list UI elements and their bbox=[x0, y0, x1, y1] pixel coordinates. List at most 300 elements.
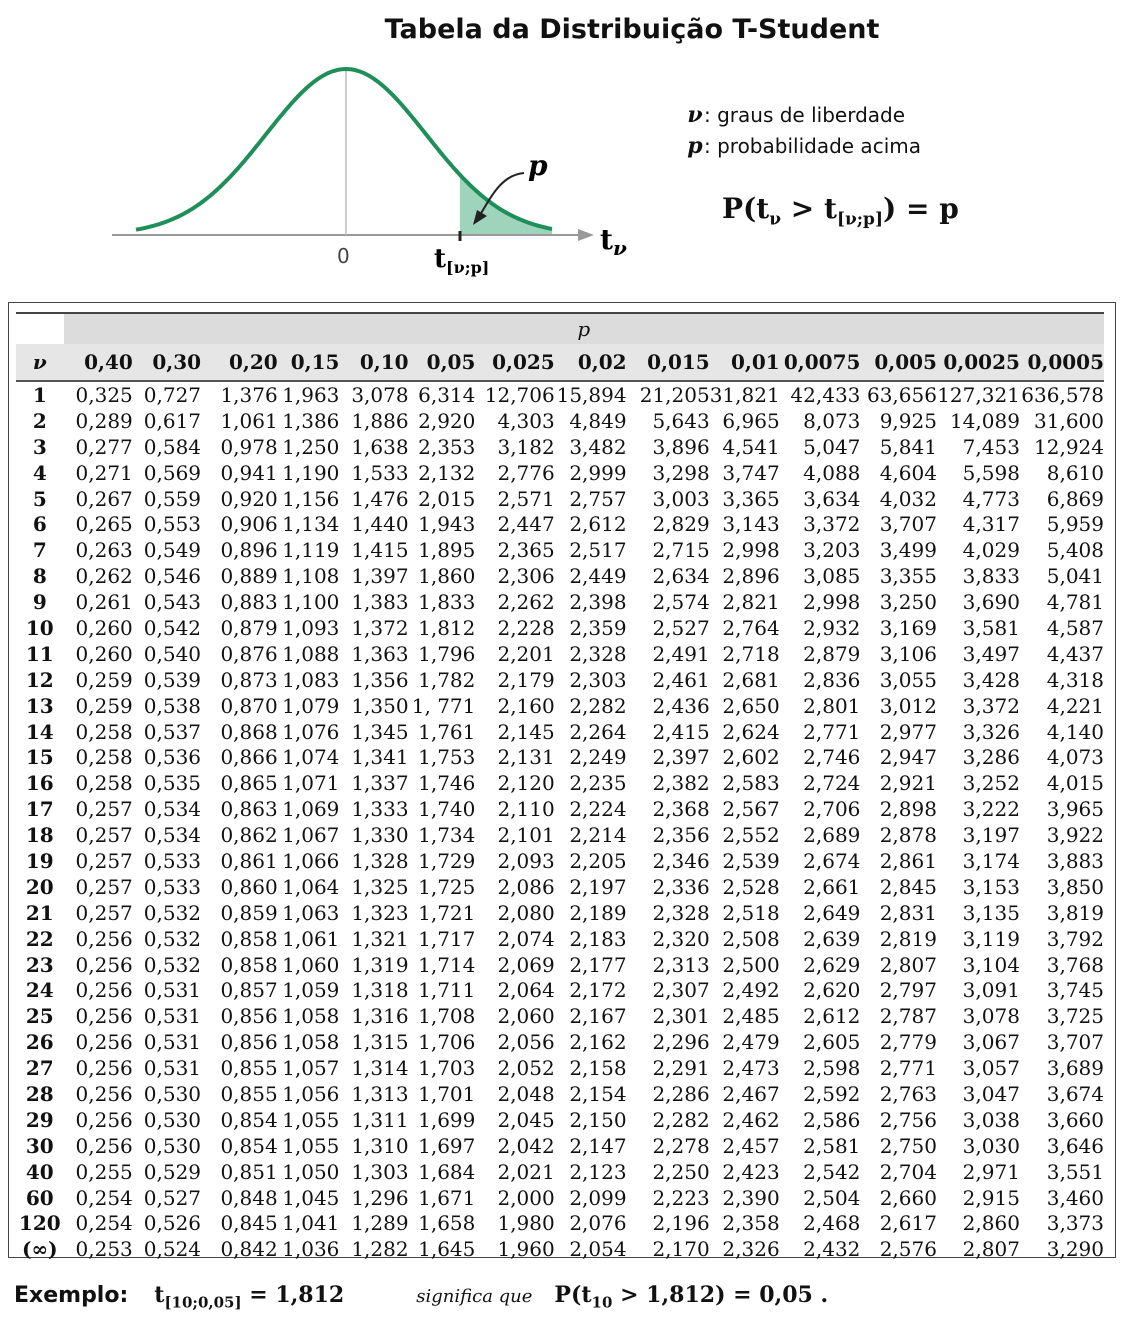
table-cell: 0,536 bbox=[143, 745, 202, 770]
table-cell: 0,256 bbox=[75, 978, 133, 1003]
table-cell: 0,531 bbox=[143, 1056, 202, 1081]
table-cell: 0,257 bbox=[75, 874, 133, 899]
table-cell: 2,056 bbox=[497, 1030, 555, 1055]
table-cell: 2,123 bbox=[569, 1159, 627, 1184]
table-cell: 2,301 bbox=[652, 1004, 710, 1029]
table-cell: 0,889 bbox=[220, 564, 278, 589]
table-row bbox=[16, 486, 1104, 512]
table-cell: 2,235 bbox=[569, 771, 627, 796]
table-cell: 2,015 bbox=[418, 486, 476, 511]
table-cell: 0,543 bbox=[143, 590, 202, 615]
table-cell: 0,271 bbox=[75, 460, 133, 485]
table-cell: 21,205 bbox=[639, 382, 710, 407]
table-cell: 0,856 bbox=[220, 1004, 278, 1029]
degrees-of-freedom: 22 bbox=[25, 926, 54, 951]
table-cell: 2,491 bbox=[652, 641, 710, 666]
degrees-of-freedom: 1 bbox=[32, 382, 47, 407]
table-cell: 1,100 bbox=[282, 590, 340, 615]
table-cell: 2,076 bbox=[569, 1211, 627, 1236]
table-cell: 0,539 bbox=[143, 667, 202, 692]
table-cell: 3,012 bbox=[879, 693, 937, 718]
degrees-of-freedom: 9 bbox=[32, 590, 47, 615]
table-cell: 3,883 bbox=[1046, 848, 1104, 873]
table-cell: 1,706 bbox=[418, 1030, 476, 1055]
table-cell: 31,600 bbox=[1034, 408, 1104, 433]
table-cell: 2,447 bbox=[497, 512, 555, 537]
degrees-of-freedom: 28 bbox=[25, 1081, 54, 1106]
table-cell: 2,492 bbox=[722, 978, 780, 1003]
table-cell: 1,833 bbox=[418, 590, 476, 615]
table-cell: 2,064 bbox=[497, 978, 555, 1003]
table-cell: 2,131 bbox=[497, 745, 555, 770]
table-row bbox=[16, 667, 1104, 693]
table-cell: 1,289 bbox=[351, 1211, 409, 1236]
table-cell: 2,189 bbox=[569, 900, 627, 925]
table-cell: 2,303 bbox=[569, 667, 627, 692]
table-cell: 0,858 bbox=[220, 952, 278, 977]
table-cell: 2,250 bbox=[652, 1159, 710, 1184]
table-row bbox=[16, 615, 1104, 641]
table-cell: 3,581 bbox=[962, 615, 1020, 640]
table-cell: 3,707 bbox=[879, 512, 937, 537]
table-cell: 7,453 bbox=[962, 434, 1020, 459]
table-cell: 3,965 bbox=[1046, 797, 1104, 822]
table-cell: 0,524 bbox=[143, 1237, 202, 1262]
table-cell: 2,365 bbox=[497, 538, 555, 563]
table-cell: 1,645 bbox=[418, 1237, 476, 1262]
table-cell: 2,718 bbox=[722, 641, 780, 666]
table-cell: 2,468 bbox=[803, 1211, 861, 1236]
table-cell: 2,763 bbox=[879, 1081, 937, 1106]
table-cell: 3,038 bbox=[962, 1107, 1020, 1132]
table-cell: 2,462 bbox=[722, 1107, 780, 1132]
table-cell: 1,761 bbox=[418, 719, 476, 744]
table-cell: 2,756 bbox=[879, 1107, 937, 1132]
p-header: p bbox=[64, 313, 1104, 344]
table-cell: 0,542 bbox=[143, 615, 202, 640]
table-cell: 3,091 bbox=[962, 978, 1020, 1003]
table-cell: 2,467 bbox=[722, 1081, 780, 1106]
table-cell: 2,612 bbox=[803, 1004, 861, 1029]
table-cell: 1,063 bbox=[282, 900, 340, 925]
table-cell: 3,047 bbox=[962, 1081, 1020, 1106]
table-cell: 1,960 bbox=[497, 1237, 555, 1262]
table-cell: 3,499 bbox=[879, 538, 937, 563]
degrees-of-freedom: 120 bbox=[18, 1211, 61, 1236]
table-cell: 2,150 bbox=[569, 1107, 627, 1132]
table-cell: 1,134 bbox=[282, 512, 340, 537]
table-cell: 2,436 bbox=[652, 693, 710, 718]
table-cell: 1,796 bbox=[418, 641, 476, 666]
table-cell: 1,088 bbox=[282, 641, 340, 666]
table-cell: 2,764 bbox=[722, 615, 780, 640]
table-cell: 3,896 bbox=[652, 434, 710, 459]
table-cell: 2,674 bbox=[803, 848, 861, 873]
table-cell: 2,581 bbox=[803, 1133, 861, 1158]
table-cell: 1,319 bbox=[351, 952, 409, 977]
table-cell: 0,258 bbox=[75, 771, 133, 796]
table-cell: 2,160 bbox=[497, 693, 555, 718]
table-cell: 0,256 bbox=[75, 952, 133, 977]
table-cell: 2,196 bbox=[652, 1211, 710, 1236]
table-cell: 1,397 bbox=[351, 564, 409, 589]
table-cell: 4,221 bbox=[1046, 693, 1104, 718]
degrees-of-freedom: 40 bbox=[25, 1159, 54, 1184]
example-expression: $t_{[10;0,05]} = 1,812$ bbox=[154, 1282, 345, 1312]
table-cell: 0,978 bbox=[220, 434, 278, 459]
table-cell: 2,167 bbox=[569, 1004, 627, 1029]
table-cell: 1,083 bbox=[282, 667, 340, 692]
table-cell: 0,866 bbox=[220, 745, 278, 770]
table-row bbox=[16, 641, 1104, 667]
table-cell: 2,819 bbox=[879, 926, 937, 951]
table-cell: 2,042 bbox=[497, 1133, 555, 1158]
table-cell: 0,530 bbox=[143, 1107, 202, 1132]
table-cell: 2,390 bbox=[722, 1185, 780, 1210]
nu-symbol: ν bbox=[687, 102, 703, 128]
table-cell: 2,346 bbox=[652, 848, 710, 873]
table-cell: 1,782 bbox=[418, 667, 476, 692]
table-cell: 2,500 bbox=[722, 952, 780, 977]
table-cell: 2,706 bbox=[803, 797, 861, 822]
table-cell: 5,643 bbox=[652, 408, 710, 433]
table-cell: 6,869 bbox=[1046, 486, 1104, 511]
table-cell: 0,532 bbox=[143, 926, 202, 951]
table-row bbox=[16, 1055, 1104, 1081]
table-cell: 0,531 bbox=[143, 1030, 202, 1055]
table-cell: 4,541 bbox=[722, 434, 780, 459]
table-cell: 2,415 bbox=[652, 719, 710, 744]
table-cell: 3,153 bbox=[962, 874, 1020, 899]
degrees-of-freedom: 7 bbox=[32, 538, 47, 563]
table-cell: 2,336 bbox=[652, 874, 710, 899]
table-cell: 3,057 bbox=[962, 1056, 1020, 1081]
degrees-of-freedom: 24 bbox=[25, 978, 54, 1003]
table-cell: 3,819 bbox=[1046, 900, 1104, 925]
table-cell: 15,894 bbox=[556, 382, 627, 407]
table-cell: 2,120 bbox=[497, 771, 555, 796]
table-row bbox=[16, 719, 1104, 745]
table-cell: 0,883 bbox=[220, 590, 278, 615]
table-cell: 2,971 bbox=[962, 1159, 1020, 1184]
degrees-of-freedom: 23 bbox=[25, 952, 54, 977]
table-cell: 2,661 bbox=[803, 874, 861, 899]
t-critical-label: $t_{[\nu;p]}$ bbox=[434, 244, 490, 277]
table-cell: 6,314 bbox=[418, 382, 476, 407]
p-description: : probabilidade acima bbox=[704, 134, 921, 158]
table-cell: 5,041 bbox=[1046, 564, 1104, 589]
table-cell: 1,341 bbox=[351, 745, 409, 770]
table-cell: 0,256 bbox=[75, 1133, 133, 1158]
table-cell: 1, 771 bbox=[411, 693, 476, 718]
table-cell: 2,074 bbox=[497, 926, 555, 951]
table-cell: 1,059 bbox=[282, 978, 340, 1003]
table-cell: 0,855 bbox=[220, 1056, 278, 1081]
table-cell: 1,190 bbox=[282, 460, 340, 485]
table-row bbox=[16, 511, 1104, 537]
table-cell: 2,517 bbox=[569, 538, 627, 563]
table-cell: 2,660 bbox=[879, 1185, 937, 1210]
table-cell: 2,382 bbox=[652, 771, 710, 796]
table-cell: 3,169 bbox=[879, 615, 937, 640]
table-cell: 1,093 bbox=[282, 615, 340, 640]
table-cell: 4,088 bbox=[803, 460, 861, 485]
table-cell: 2,821 bbox=[722, 590, 780, 615]
table-cell: 2,634 bbox=[652, 564, 710, 589]
table-cell: 2,183 bbox=[569, 926, 627, 951]
legend-p bbox=[686, 131, 921, 162]
nu-description: : graus de liberdade bbox=[704, 103, 906, 127]
table-cell: 4,073 bbox=[1046, 745, 1104, 770]
table-cell: 0,873 bbox=[220, 667, 278, 692]
table-cell: 2,099 bbox=[569, 1185, 627, 1210]
table-cell: 2,797 bbox=[879, 978, 937, 1003]
table-cell: 3,286 bbox=[962, 745, 1020, 770]
table-cell: 1,316 bbox=[351, 1004, 409, 1029]
table-cell: 2,776 bbox=[497, 460, 555, 485]
table-cell: 0,254 bbox=[75, 1185, 133, 1210]
table-cell: 0,549 bbox=[143, 538, 202, 563]
table-cell: 0,258 bbox=[75, 745, 133, 770]
table-cell: 0,854 bbox=[220, 1133, 278, 1158]
table-cell: 0,257 bbox=[75, 848, 133, 873]
degrees-of-freedom: 60 bbox=[25, 1185, 54, 1210]
table-cell: 2,932 bbox=[803, 615, 861, 640]
table-cell: 1,303 bbox=[351, 1159, 409, 1184]
table-row bbox=[16, 744, 1104, 770]
table-cell: 1,363 bbox=[351, 641, 409, 666]
table-cell: 0,256 bbox=[75, 1056, 133, 1081]
table-cell: 1,684 bbox=[418, 1159, 476, 1184]
table-cell: 0,259 bbox=[75, 693, 133, 718]
table-cell: 2,398 bbox=[569, 590, 627, 615]
table-cell: 2,262 bbox=[497, 590, 555, 615]
table-cell: 2,746 bbox=[803, 745, 861, 770]
table-cell: 0,538 bbox=[143, 693, 202, 718]
legend bbox=[686, 100, 921, 162]
table-cell: 8,610 bbox=[1046, 460, 1104, 485]
table-cell: 0,863 bbox=[220, 797, 278, 822]
table-cell: 2,457 bbox=[722, 1133, 780, 1158]
table-cell: 0,941 bbox=[220, 460, 278, 485]
table-cell: 1,069 bbox=[282, 797, 340, 822]
table-cell: 2,689 bbox=[803, 823, 861, 848]
legend-nu bbox=[686, 100, 921, 131]
table-cell: 5,959 bbox=[1046, 512, 1104, 537]
table-cell: 2,605 bbox=[803, 1030, 861, 1055]
table-cell: 2,397 bbox=[652, 745, 710, 770]
table-cell: 0,848 bbox=[220, 1185, 278, 1210]
table-cell: 3,203 bbox=[803, 538, 861, 563]
table-cell: 2,423 bbox=[722, 1159, 780, 1184]
table-cell: 42,433 bbox=[790, 382, 861, 407]
table-cell: 2,681 bbox=[722, 667, 780, 692]
table-cell: 2,771 bbox=[803, 719, 861, 744]
degrees-of-freedom: 6 bbox=[32, 512, 47, 537]
table-cell: 1,711 bbox=[418, 978, 476, 1003]
degrees-of-freedom: 4 bbox=[32, 460, 47, 485]
table-cell: 4,303 bbox=[497, 408, 555, 433]
degrees-of-freedom: 14 bbox=[25, 719, 54, 744]
table-cell: 3,745 bbox=[1046, 978, 1104, 1003]
table-cell: 1,895 bbox=[418, 538, 476, 563]
table-cell: 63,656 bbox=[866, 382, 937, 407]
table-cell: 2,080 bbox=[497, 900, 555, 925]
table-cell: 2,586 bbox=[803, 1107, 861, 1132]
table-cell: 2,461 bbox=[652, 667, 710, 692]
table-cell: 2,617 bbox=[879, 1211, 937, 1236]
table-cell: 2,947 bbox=[879, 745, 937, 770]
table-cell: 2,650 bbox=[722, 693, 780, 718]
degrees-of-freedom: 19 bbox=[25, 848, 54, 873]
probability-formula: $P(t_\nu > t_{[\nu;p]}) = p$ bbox=[722, 192, 959, 230]
table-cell: 1,250 bbox=[282, 434, 340, 459]
table-cell: 2,021 bbox=[497, 1159, 555, 1184]
table-cell: 4,317 bbox=[962, 512, 1020, 537]
table-cell: 1,812 bbox=[418, 615, 476, 640]
degrees-of-freedom: (∞) bbox=[22, 1237, 58, 1262]
table-cell: 2,223 bbox=[652, 1185, 710, 1210]
degrees-of-freedom: 26 bbox=[25, 1030, 54, 1055]
table-cell: 1,323 bbox=[351, 900, 409, 925]
column-header: 0,02 bbox=[555, 344, 627, 381]
table-cell: 1,313 bbox=[351, 1081, 409, 1106]
table-cell: 2,205 bbox=[569, 848, 627, 873]
table-cell: 3,690 bbox=[962, 590, 1020, 615]
table-cell: 0,537 bbox=[143, 719, 202, 744]
table-cell: 0,257 bbox=[75, 900, 133, 925]
table-cell: 1,753 bbox=[418, 745, 476, 770]
table-cell: 636,578 bbox=[1021, 382, 1104, 407]
table-row bbox=[16, 1133, 1104, 1159]
page-title: Tabela da Distribuição T-Student bbox=[384, 14, 880, 45]
degrees-of-freedom: 10 bbox=[25, 615, 54, 640]
table-cell: 0,259 bbox=[75, 667, 133, 692]
table-cell: 1,311 bbox=[351, 1107, 409, 1132]
degrees-of-freedom: 3 bbox=[32, 434, 47, 459]
column-header-row bbox=[16, 344, 1104, 381]
t-nu-label: $t_\nu$ bbox=[600, 223, 627, 260]
table-cell: 3,085 bbox=[803, 564, 861, 589]
table-cell: 2,214 bbox=[569, 823, 627, 848]
column-header: 0,15 bbox=[278, 344, 340, 381]
table-cell: 6,965 bbox=[722, 408, 780, 433]
table-cell: 0,920 bbox=[220, 486, 278, 511]
table-cell: 3,174 bbox=[962, 848, 1020, 873]
table-cell: 2,110 bbox=[497, 797, 555, 822]
table-cell: 0,546 bbox=[143, 564, 202, 589]
table-row bbox=[16, 563, 1104, 589]
table-cell: 4,849 bbox=[569, 408, 627, 433]
table-cell: 2,048 bbox=[497, 1081, 555, 1106]
table-cell: 0,531 bbox=[143, 978, 202, 1003]
table-cell: 2,602 bbox=[722, 745, 780, 770]
table-cell: 1,328 bbox=[351, 848, 409, 873]
table-cell: 3,725 bbox=[1046, 1004, 1104, 1029]
table-cell: 2,542 bbox=[803, 1159, 861, 1184]
table-cell: 2,845 bbox=[879, 874, 937, 899]
table-cell: 2,449 bbox=[569, 564, 627, 589]
table-cell: 2,432 bbox=[803, 1237, 861, 1262]
table-cell: 2,132 bbox=[418, 460, 476, 485]
table-cell: 1,671 bbox=[418, 1185, 476, 1210]
table-cell: 1,963 bbox=[282, 382, 340, 407]
table-cell: 2,054 bbox=[569, 1237, 627, 1262]
table-cell: 2,896 bbox=[722, 564, 780, 589]
table-cell: 2,508 bbox=[722, 926, 780, 951]
table-cell: 2,861 bbox=[879, 848, 937, 873]
table-cell: 0,858 bbox=[220, 926, 278, 951]
table-cell: 5,841 bbox=[879, 434, 937, 459]
table-cell: 0,862 bbox=[220, 823, 278, 848]
table-cell: 0,617 bbox=[143, 408, 202, 433]
table-cell: 1,061 bbox=[220, 408, 278, 433]
table-cell: 2,829 bbox=[652, 512, 710, 537]
table-cell: 3,482 bbox=[569, 434, 627, 459]
table-cell: 0,256 bbox=[75, 1107, 133, 1132]
table-cell: 1,415 bbox=[351, 538, 409, 563]
p-label: p bbox=[528, 149, 548, 182]
t-distribution-table bbox=[16, 312, 1104, 1262]
table-row bbox=[16, 977, 1104, 1003]
table-cell: 2,724 bbox=[803, 771, 861, 796]
table-cell: 2,807 bbox=[962, 1237, 1020, 1262]
table-cell: 3,078 bbox=[962, 1004, 1020, 1029]
table-cell: 127,321 bbox=[937, 382, 1020, 407]
table-cell: 2,328 bbox=[569, 641, 627, 666]
table-row bbox=[16, 693, 1104, 719]
table-cell: 2,898 bbox=[879, 797, 937, 822]
table-cell: 1,372 bbox=[351, 615, 409, 640]
table-cell: 1,383 bbox=[351, 590, 409, 615]
table-cell: 3,003 bbox=[652, 486, 710, 511]
table-cell: 2,552 bbox=[722, 823, 780, 848]
table-cell: 0,535 bbox=[143, 771, 202, 796]
table-cell: 0,906 bbox=[220, 512, 278, 537]
degrees-of-freedom: 12 bbox=[25, 667, 54, 692]
table-cell: 2,757 bbox=[569, 486, 627, 511]
table-cell: 0,261 bbox=[75, 590, 133, 615]
table-cell: 4,781 bbox=[1046, 590, 1104, 615]
degrees-of-freedom: 29 bbox=[25, 1107, 54, 1132]
table-cell: 4,437 bbox=[1046, 641, 1104, 666]
table-cell: 2,567 bbox=[722, 797, 780, 822]
table-cell: 0,253 bbox=[75, 1237, 133, 1262]
degrees-of-freedom: 11 bbox=[25, 641, 54, 666]
table-cell: 1,386 bbox=[282, 408, 340, 433]
table-cell: 2,353 bbox=[418, 434, 476, 459]
table-cell: 0,534 bbox=[143, 823, 202, 848]
table-cell: 4,773 bbox=[962, 486, 1020, 511]
table-cell: 0,258 bbox=[75, 719, 133, 744]
table-cell: 3,355 bbox=[879, 564, 937, 589]
table-cell: 2,592 bbox=[803, 1081, 861, 1106]
table-cell: 2,313 bbox=[652, 952, 710, 977]
table-cell: 3,252 bbox=[962, 771, 1020, 796]
table-cell: 1,729 bbox=[418, 848, 476, 873]
table-cell: 2,836 bbox=[803, 667, 861, 692]
table-cell: 2,162 bbox=[569, 1030, 627, 1055]
table-cell: 2,879 bbox=[803, 641, 861, 666]
table-row bbox=[16, 1081, 1104, 1107]
table-cell: 2,639 bbox=[803, 926, 861, 951]
table-cell: 1,074 bbox=[282, 745, 340, 770]
table-cell: 2,326 bbox=[722, 1237, 780, 1262]
table-cell: 0,529 bbox=[143, 1159, 202, 1184]
table-cell: 2,069 bbox=[497, 952, 555, 977]
table-cell: 0,861 bbox=[220, 848, 278, 873]
table-cell: 31,821 bbox=[709, 382, 780, 407]
